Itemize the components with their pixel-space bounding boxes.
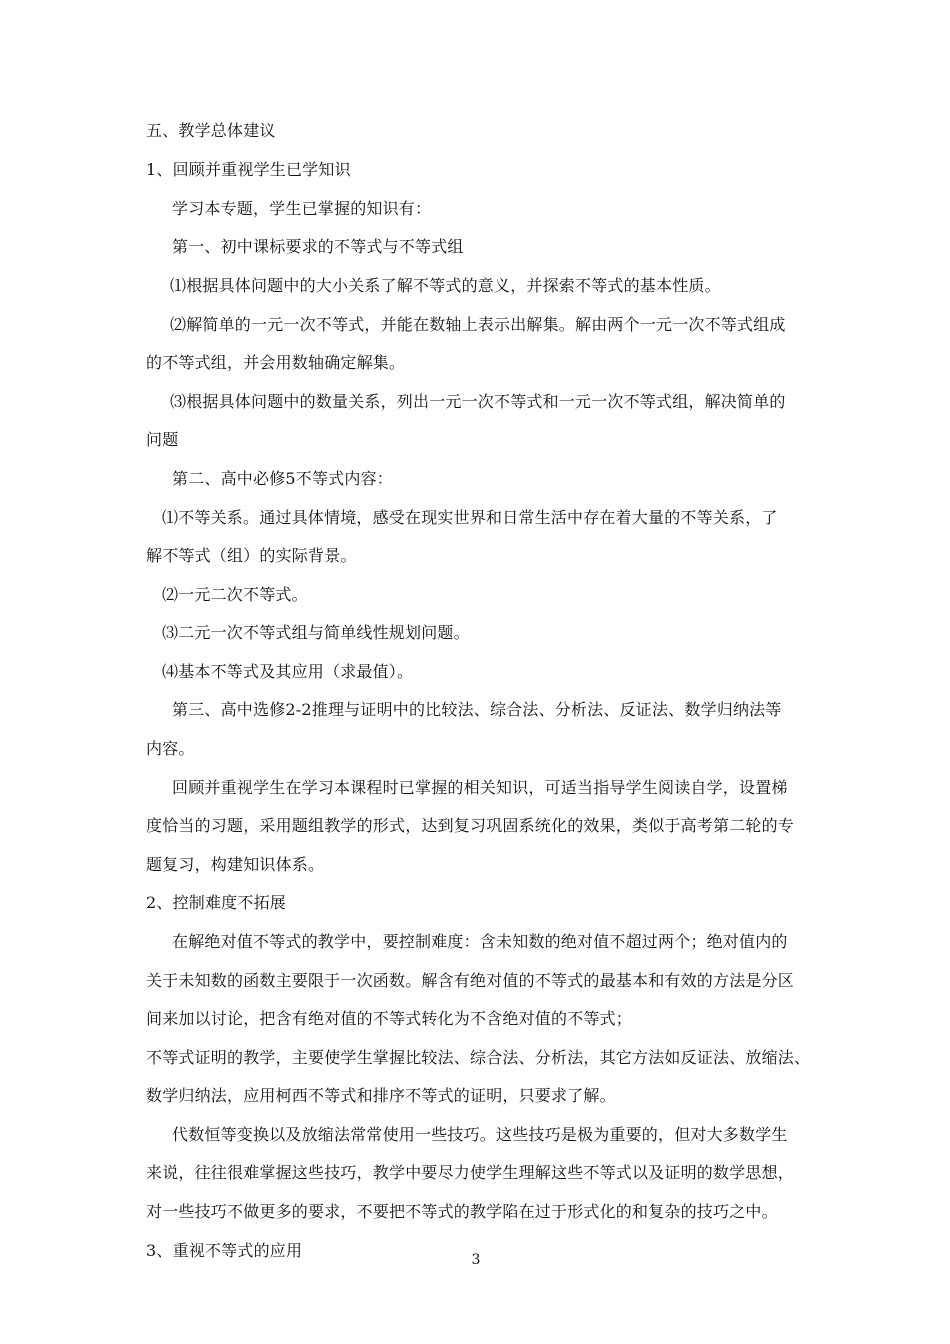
paragraph-line: 题复习，构建知识体系。 (146, 855, 325, 874)
paragraph-line: 来说，往往很难掌握这些技巧，教学中要尽力使学生理解这些不等式以及证明的数学思想， (146, 1163, 795, 1182)
list-item: ⑶根据具体问题中的数量关系，列出一元一次不等式和一元一次不等式组，解决简单的 (170, 392, 786, 411)
paragraph-line: 数学归纳法，应用柯西不等式和排序不等式的证明，只要求了解。 (146, 1086, 616, 1105)
list-item: ⑶二元一次不等式组与简单线性规划问题。 (162, 623, 470, 642)
subsection-heading: 1、回顾并重视学生已学知识 (146, 160, 351, 179)
paragraph-line: 的不等式组，并会用数轴确定解集。 (146, 353, 406, 372)
paragraph-line: 对一些技巧不做更多的要求，不要把不等式的教学陷在过于形式化的和复杂的技巧之中。 (146, 1202, 778, 1221)
section-heading: 五、教学总体建议 (146, 121, 276, 140)
paragraph-line: 第二、高中必修5不等式内容： (172, 469, 393, 488)
paragraph-line: 在解绝对值不等式的教学中，要控制难度：含未知数的绝对值不超过两个；绝对值内的 (172, 932, 788, 951)
subsection-heading: 3、重视不等式的应用 (146, 1241, 303, 1260)
paragraph-line: 内容。 (146, 739, 195, 758)
list-item: ⑴不等关系。通过具体情境，感受在现实世界和日常生活中存在着大量的不等关系，了 (162, 508, 778, 527)
paragraph-line: 度恰当的习题，采用题组教学的形式，达到复习巩固系统化的效果，类似于高考第二轮的专 (146, 816, 795, 835)
list-item: ⑵解简单的一元一次不等式，并能在数轴上表示出解集。解由两个一元一次不等式组成 (170, 315, 786, 334)
paragraph-line: 问题 (146, 430, 179, 449)
paragraph-line: 第一、初中课标要求的不等式与不等式组 (172, 237, 464, 256)
paragraph-line: 回顾并重视学生在学习本课程时已掌握的相关知识，可适当指导学生阅读自学，设置梯 (172, 778, 788, 797)
paragraph-line: 解不等式（组）的实际背景。 (146, 546, 357, 565)
paragraph-line: 不等式证明的教学，主要使学生掌握比较法、综合法、分析法，其它方法如反证法、放缩法、 (146, 1048, 811, 1067)
paragraph-line: 关于未知数的函数主要限于一次函数。解含有绝对值的不等式的最基本和有效的方法是分区 (146, 971, 795, 990)
paragraph-line: 间来加以讨论，把含有绝对值的不等式转化为不含绝对值的不等式； (146, 1009, 633, 1028)
paragraph-line: 第三、高中选修2-2推理与证明中的比较法、综合法、分析法、反证法、数学归纳法等 (172, 700, 782, 719)
subsection-heading: 2、控制难度不拓展 (146, 893, 286, 912)
paragraph-line: 学习本专题，学生已掌握的知识有： (172, 199, 432, 218)
list-item: ⑵一元二次不等式。 (162, 585, 308, 604)
list-item: ⑴根据具体问题中的大小关系了解不等式的意义，并探索不等式的基本性质。 (170, 276, 721, 295)
paragraph-line: 代数恒等变换以及放缩法常常使用一些技巧。这些技巧是极为重要的，但对大多数学生 (172, 1125, 788, 1144)
page-number: 3 (471, 1252, 481, 1268)
list-item: ⑷基本不等式及其应用（求最值）。 (162, 662, 414, 681)
